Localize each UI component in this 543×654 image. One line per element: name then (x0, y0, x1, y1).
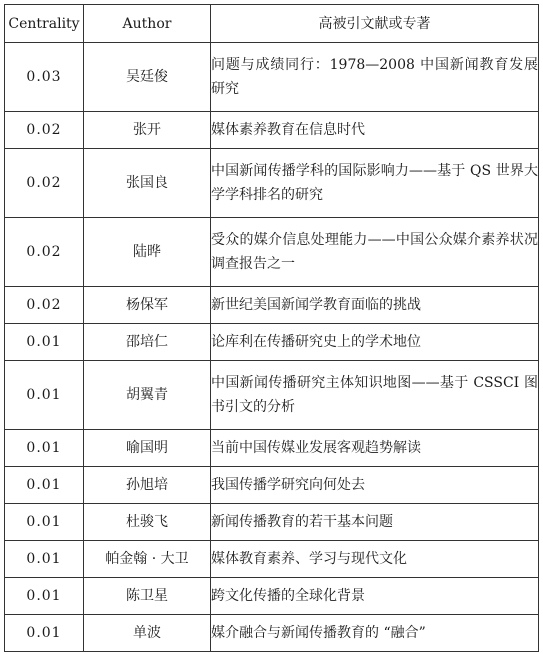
citation-table-container (4, 4, 538, 652)
header-work: 高被引文献或专著 (211, 5, 539, 43)
work-title-cell: 论库利在传播研究史上的学术地位 (211, 324, 539, 361)
table-row (5, 112, 539, 149)
centrality-cell: 0.01 (5, 324, 84, 361)
centrality-cell: 0.01 (5, 467, 84, 504)
work-title-cell: 受众的媒介信息处理能力——中国公众媒介素养状况调查报告之一 (211, 218, 539, 287)
author-cell: 孙旭培 (84, 467, 211, 504)
header-centrality: Centrality (5, 5, 84, 43)
citation-table (4, 4, 539, 652)
work-title-cell: 新闻传播教育的若干基本问题 (211, 504, 539, 541)
centrality-cell: 0.02 (5, 287, 84, 324)
centrality-cell: 0.01 (5, 578, 84, 615)
work-title-cell: 我国传播学研究向何处去 (211, 467, 539, 504)
table-body (5, 43, 539, 652)
author-cell: 张国良 (84, 149, 211, 218)
author-cell: 张开 (84, 112, 211, 149)
centrality-cell: 0.02 (5, 218, 84, 287)
centrality-cell: 0.01 (5, 541, 84, 578)
author-cell: 吴廷俊 (84, 43, 211, 112)
table-row (5, 504, 539, 541)
work-title-cell: 媒体素养教育在信息时代 (211, 112, 539, 149)
centrality-cell: 0.01 (5, 615, 84, 652)
table-row (5, 43, 539, 112)
table-header-row (5, 5, 539, 43)
centrality-cell: 0.02 (5, 112, 84, 149)
table-row (5, 467, 539, 504)
centrality-cell: 0.01 (5, 430, 84, 467)
work-title-cell: 媒体教育素养、学习与现代文化 (211, 541, 539, 578)
centrality-cell: 0.03 (5, 43, 84, 112)
table-row (5, 578, 539, 615)
table-row (5, 430, 539, 467)
author-cell: 喻国明 (84, 430, 211, 467)
header-author: Author (84, 5, 211, 43)
author-cell: 陈卫星 (84, 578, 211, 615)
centrality-cell: 0.01 (5, 504, 84, 541)
centrality-cell: 0.02 (5, 149, 84, 218)
author-cell: 帕金翰 · 大卫 (84, 541, 211, 578)
work-title-cell: 问题与成绩同行：1978—2008 中国新闻教育发展研究 (211, 43, 539, 112)
work-title-cell: 跨文化传播的全球化背景 (211, 578, 539, 615)
table-row (5, 361, 539, 430)
table-row (5, 149, 539, 218)
table-row (5, 615, 539, 652)
table-row (5, 218, 539, 287)
author-cell: 杜骏飞 (84, 504, 211, 541)
author-cell: 胡翼青 (84, 361, 211, 430)
author-cell: 邵培仁 (84, 324, 211, 361)
author-cell: 杨保军 (84, 287, 211, 324)
table-row (5, 541, 539, 578)
work-title-cell: 中国新闻传播学科的国际影响力——基于 QS 世界大学学科排名的研究 (211, 149, 539, 218)
work-title-cell: 新世纪美国新闻学教育面临的挑战 (211, 287, 539, 324)
author-cell: 陆晔 (84, 218, 211, 287)
work-title-cell: 当前中国传媒业发展客观趋势解读 (211, 430, 539, 467)
work-title-cell: 媒介融合与新闻传播教育的 “融合” (211, 615, 539, 652)
table-row (5, 287, 539, 324)
centrality-cell: 0.01 (5, 361, 84, 430)
table-row (5, 324, 539, 361)
author-cell: 单波 (84, 615, 211, 652)
work-title-cell: 中国新闻传播研究主体知识地图——基于 CSSCI 图书引文的分析 (211, 361, 539, 430)
